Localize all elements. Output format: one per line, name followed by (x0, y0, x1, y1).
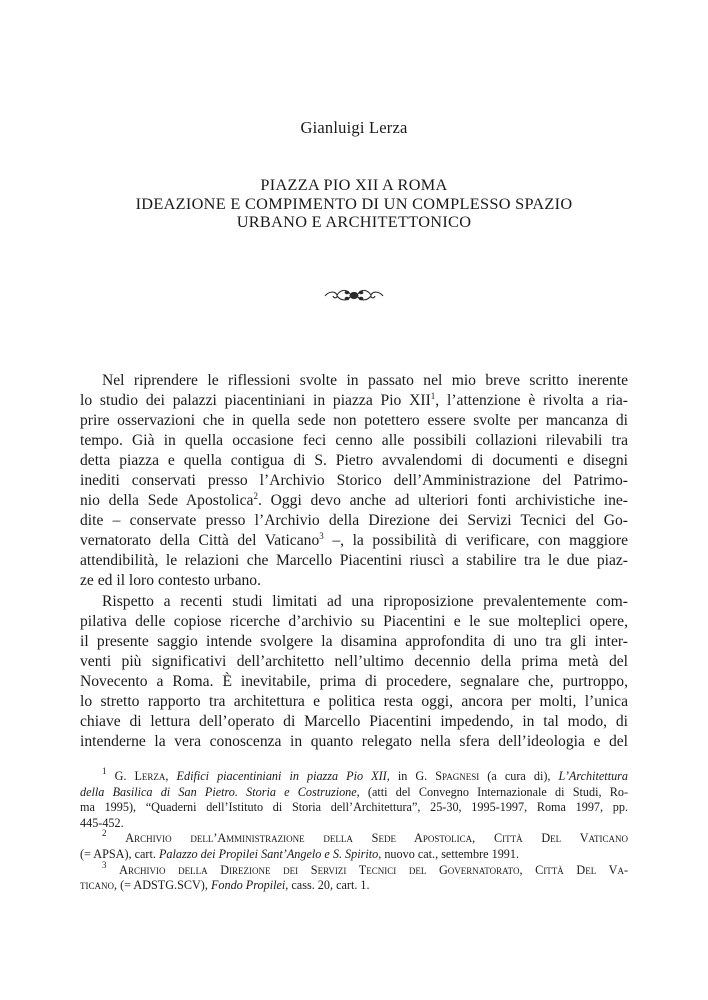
paragraph-line: dite – conservate presso l’Archivio della Direzione dei Servizi Tecnici del Go- (80, 512, 628, 530)
paragraph-line: Novecento a Roma. È inevitabile, prima di procedere, segnalare che, purtroppo, (80, 672, 628, 690)
paragraph-line: vernatorato della Città del Vaticano$^3$ –, la possibilità di verificare, con maggiore (80, 531, 628, 550)
paragraph-line: attendibilità, le relazioni che Marcello Piacentini riuscì a stabilire tra le due piaz- (80, 552, 628, 570)
footnote-ref[interactable]: 1 (430, 391, 436, 402)
paragraph-line: Rispetto a recenti studi limitati ad una riproposizione prevalentemente com- (102, 592, 628, 610)
paragraph-line: ze ed il loro contesto urbano. (80, 572, 262, 590)
footnote-2: $^2$ Archivio dell’Amministrazione della Sede Apostolica, Città Del Vaticano (102, 828, 628, 846)
body-text (80, 371, 628, 752)
paragraph-line: detta piazza e quella contigua di S. Pietro avvalendomi di documenti e disegni (80, 452, 628, 470)
paragraph-line: Nel riprendere le riflessioni svolte in passato nel mio breve scritto inerente (102, 372, 628, 389)
paragraph-line: inediti conservati presso l’Archivio Storico dell’Amministrazione del Patrimo- (80, 472, 628, 490)
paragraph-line: prire osservazioni che in quella sede non potettero essere svolte per mancanza di (80, 412, 628, 430)
author-name: Gianluigi Lerza (300, 118, 408, 137)
footnote-ref[interactable]: 3 (319, 531, 324, 542)
footnote-1-line: 445-452. (80, 815, 124, 830)
paragraph-line: lo stretto rapporto tra architettura e politica resta oggi, ancora per molti, l’unica (80, 692, 628, 710)
paragraph-line: venti più significativi dell’architetto nell’ultimo decennio della prima metà del (80, 652, 628, 670)
footnote-3: $^3$ Archivio della Direzione dei Servizi Tecnici del Governatorato, Città Del Va- (102, 859, 629, 877)
footnote-ref[interactable]: 2 (253, 491, 258, 502)
footnote-1: $^1$ G. Lerza, Edifici piacentiniani in piazza Pio XII, in G. Spagnesi (a cura di), L’Architettura (102, 766, 629, 783)
title-line-1: PIAZZA PIO XII A ROMA (260, 175, 448, 194)
paragraph-line: il presente saggio intende svolgere la disamina approfondita di uno tra gli inter- (80, 632, 628, 650)
paragraph-line: tempo. Già in quella occasione feci cenno alle possibili collazioni rilevabili tra (80, 432, 628, 450)
paragraph-line: intenderne la vera conoscenza in quanto relegato nella sfera dell’ideologia e del (80, 732, 628, 750)
ornament-flourish-icon (323, 285, 385, 305)
title-line-2: IDEAZIONE E COMPIMENTO DI UN COMPLESSO SPAZIO (135, 193, 573, 213)
title-line-3: URBANO E ARCHITETTONICO (236, 212, 472, 232)
footnote-1-line: ma 1995), “Quaderni dell’Istituto di Storia dell’Architettura”, 25-30, 1995-1997, Roma 1997, pp. (80, 800, 628, 815)
paragraph-line: chiave di lettura dell’operato di Marcello Piacentini impedendo, in tal modo, di (80, 712, 628, 730)
paragraph-line: pilativa delle copiose ricerche d’archivio su Piacentini e le sue molteplici opere, (80, 612, 628, 630)
footnote-2-line: (= APSA), cart. Palazzo dei Propilei Sant’Angelo e S. Spirito, nuovo cat., settembre 1991. (80, 846, 520, 861)
article-title (80, 176, 628, 232)
paragraph-line: nio della Sede Apostolica$^2$. Oggi devo anche ad ulteriori fonti archivistiche ine- (80, 491, 628, 510)
paragraph-line: lo studio dei palazzi piacentiniani in piazza Pio XII$^1$, l’attenzione è rivolta a ria- (80, 391, 628, 410)
footnotes (80, 766, 629, 894)
footnote-1-line: della Basilica di San Pietro. Storia e Costruzione, (atti del Convegno Internazionale di Studi, Ro- (80, 784, 628, 799)
footnote-3-line: ticano, (= ADSTG.SCV), Fondo Propilei, cass. 20, cart. 1. (80, 878, 370, 893)
